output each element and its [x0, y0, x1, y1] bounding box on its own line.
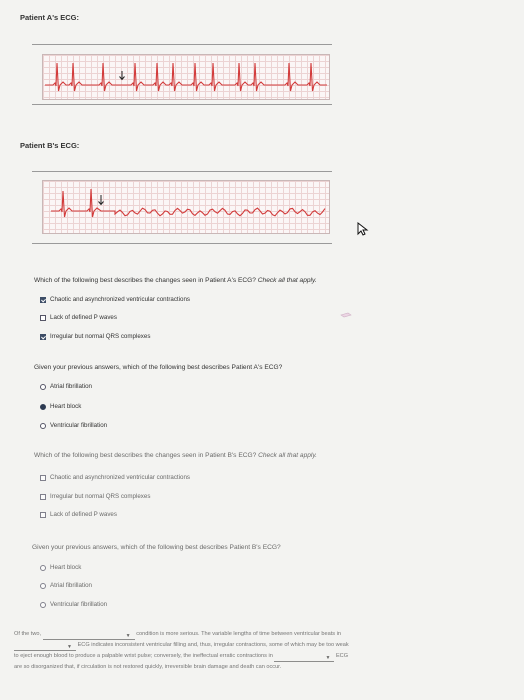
- arrow-icon: [120, 71, 125, 80]
- ecg-dropdown-2[interactable]: [14, 643, 76, 651]
- option-label: Chaotic and asynchronized ventricular contractions: [50, 474, 190, 481]
- question-1-text: Which of the following best describes the changes seen in Patient A's ECG?: [34, 277, 256, 284]
- divider: [32, 171, 332, 172]
- question-2-text: Given your previous answers, which of the following best describes Patient A's ECG?: [34, 364, 283, 371]
- radio-button[interactable]: [40, 423, 46, 429]
- checkbox[interactable]: [40, 475, 46, 481]
- radio-button[interactable]: [40, 404, 46, 410]
- summary-text: Of the two,: [14, 631, 42, 637]
- question-2: [34, 364, 282, 371]
- option-label: Heart block: [50, 403, 82, 410]
- option-label: Atrial fibrillation: [50, 383, 92, 390]
- q3-option-1[interactable]: [40, 474, 190, 481]
- summary-text: are so disorganized that, if circulation is not restored quickly, irreversible brain damage and death can occur.: [14, 664, 282, 670]
- question-1: [34, 277, 317, 284]
- radio-button[interactable]: [40, 602, 46, 608]
- caret-down-icon: ▼: [125, 632, 131, 639]
- patient-a-label: Patient A's ECG:: [20, 13, 80, 22]
- q2-option-3[interactable]: [40, 422, 107, 429]
- checkbox[interactable]: [40, 315, 46, 321]
- option-label: Irregular but normal QRS complexes: [50, 493, 151, 500]
- q2-option-1[interactable]: [40, 383, 92, 390]
- patient-a-ecg-trace: [43, 55, 329, 99]
- option-label: Lack of defined P waves: [50, 314, 117, 321]
- summary-text: condition is more serious. The variable lengths of time between ventricular beats in: [136, 631, 341, 637]
- q4-option-1[interactable]: [40, 564, 81, 571]
- patient-b-label: Patient B's ECG:: [20, 141, 80, 150]
- divider: [32, 44, 332, 45]
- summary-line-4: [14, 663, 281, 673]
- question-3-text: Which of the following best describes the changes seen in Patient B's ECG?: [34, 452, 257, 459]
- q1-option-2[interactable]: [40, 314, 117, 321]
- patient-a-ecg-strip: [42, 54, 330, 100]
- option-label: Ventricular fibrillation: [50, 601, 108, 608]
- caret-down-icon: ▼: [67, 643, 72, 650]
- question-4-text: Given your previous answers, which of the following best describes Patient B's ECG?: [32, 544, 281, 551]
- option-label: Heart block: [50, 564, 82, 571]
- ecg-dropdown-3[interactable]: [274, 654, 334, 662]
- radio-button[interactable]: [40, 565, 46, 571]
- summary-text: ECG: [335, 653, 349, 659]
- divider: [32, 243, 332, 244]
- q4-option-3[interactable]: [40, 601, 107, 608]
- summary-text: ECG indicates inconsistent ventricular filling and, thus, irregular contractions, some of which may be too weak: [77, 642, 349, 648]
- eraser-icon: [340, 312, 352, 318]
- summary-line-3: [14, 652, 348, 662]
- question-4: [32, 544, 281, 551]
- q1-option-3[interactable]: [40, 333, 150, 340]
- checkbox[interactable]: [40, 494, 46, 500]
- summary-line-1: [14, 630, 341, 640]
- summary-text: to eject enough blood to produce a palpable wrist pulse; conversely, the ineffectual erratic contractions in: [14, 653, 273, 659]
- mouse-cursor-icon: [357, 222, 369, 236]
- checkbox[interactable]: [40, 512, 46, 518]
- q2-option-2[interactable]: [40, 403, 81, 410]
- option-label: Chaotic and asynchronized ventricular contractions: [50, 296, 190, 303]
- condition-dropdown-1[interactable]: [43, 632, 135, 640]
- checkbox[interactable]: [40, 297, 46, 303]
- q4-option-2[interactable]: [40, 582, 92, 589]
- q3-option-2[interactable]: [40, 493, 150, 500]
- q3-option-3[interactable]: [40, 511, 117, 518]
- option-label: Ventricular fibrillation: [50, 422, 108, 429]
- option-label: Atrial fibrillation: [50, 582, 92, 589]
- radio-button[interactable]: [40, 583, 46, 589]
- radio-button[interactable]: [40, 384, 46, 390]
- divider: [32, 104, 332, 105]
- q1-option-1[interactable]: [40, 296, 190, 303]
- patient-b-ecg-strip: [42, 180, 330, 234]
- summary-line-2: [14, 641, 349, 651]
- checkbox[interactable]: [40, 334, 46, 340]
- option-label: Lack of defined P waves: [50, 511, 117, 518]
- option-label: Irregular but normal QRS complexes: [50, 333, 151, 340]
- question-3-hint: Check all that apply.: [258, 452, 318, 459]
- arrow-icon: [99, 195, 104, 205]
- caret-down-icon: ▼: [325, 654, 331, 661]
- patient-b-ecg-trace: [43, 181, 329, 233]
- question-3: [34, 452, 317, 459]
- question-1-hint: Check all that apply.: [257, 277, 317, 284]
